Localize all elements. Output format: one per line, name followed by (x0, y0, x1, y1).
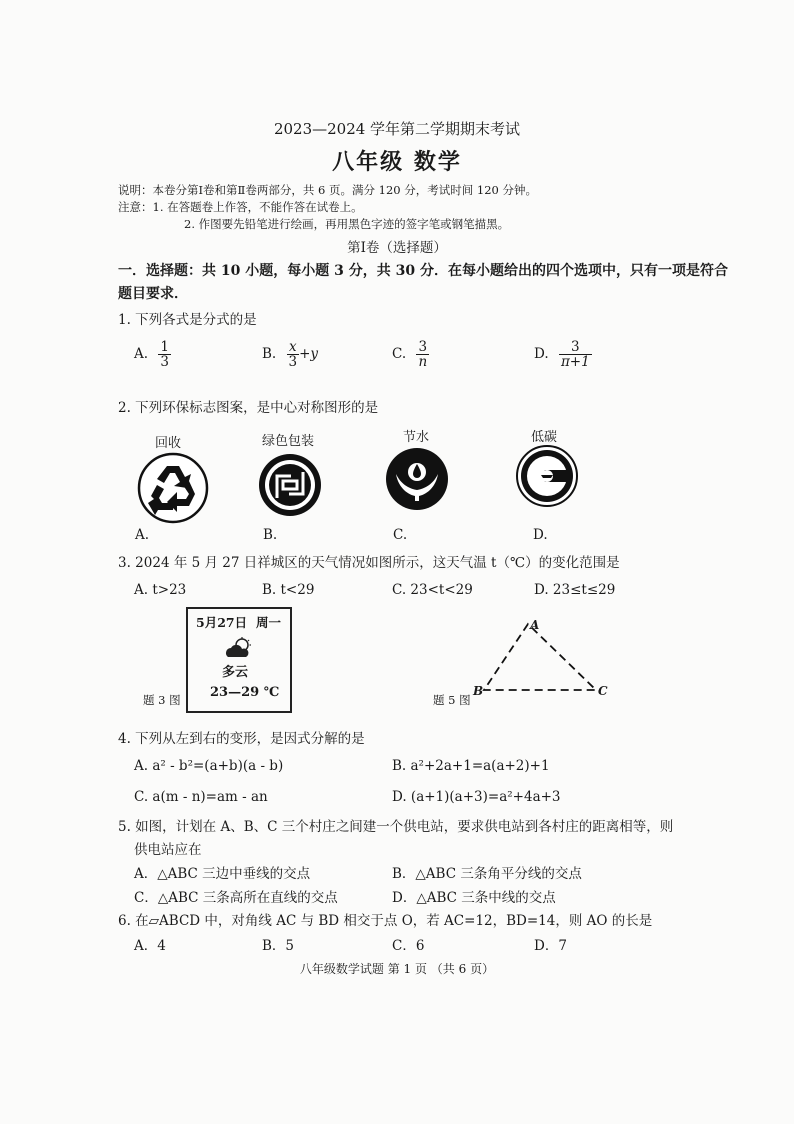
q2-stem: 2. 下列环保标志图案，是中心对称图形的是 (118, 400, 379, 416)
weather-condition: 多云 (222, 665, 249, 680)
q5-option-b: B．△ABC 三条角平分线的交点 (392, 866, 582, 882)
q2-option-b: B. (263, 527, 278, 543)
section-heading-line2: 题目要求． (118, 286, 188, 302)
q5-option-c: C．△ABC 三条高所在直线的交点 (134, 890, 338, 906)
q2-option-c: C. (393, 527, 408, 543)
figure-5-label: 题 5 图 (433, 693, 471, 707)
q3-option-c: C. 23<t<29 (392, 582, 473, 598)
q2-label-recycle: 回收 (154, 436, 181, 451)
q2-label-green-package: 绿色包装 (261, 434, 314, 449)
q5-stem-line1: 5. 如图，计划在 A、B、C 三个村庄之间建一个供电站，要求供电站到各村庄的距离相等，则 (118, 819, 674, 835)
weather-weekday: 周一 (256, 615, 282, 630)
note-1: 说明：本卷分第Ⅰ卷和第Ⅱ卷两部分，共 6 页。满分 120 分，考试时间 120 分钟。 (118, 183, 538, 197)
q6-option-d: D．7 (534, 938, 567, 954)
q2-option-a: A. (135, 527, 150, 543)
q6-option-a: A．4 (134, 938, 166, 954)
triangle-vertex-b: B (473, 684, 484, 698)
q5-option-d: D．△ABC 三条中线的交点 (392, 890, 556, 906)
q4-option-c: C. a(m - n)=am - an (134, 789, 268, 805)
triangle-vertex-a: A (530, 618, 540, 632)
q2-label-water-save: 节水 (402, 430, 429, 445)
water-save-icon (384, 446, 450, 512)
green-package-icon (257, 452, 323, 518)
q1-a-fraction: $\frac{1}{3}$ (160, 339, 169, 371)
q2-label-low-carbon: 低碳 (530, 430, 557, 445)
page-footer: 八年级数学试题 第 1 页 （共 6 页） (299, 962, 495, 976)
q5-stem-line2: 供电站应在 (134, 842, 202, 858)
note-3: 2. 作图要先铅笔进行绘画，再用黑色字迹的签字笔或钢笔描黑。 (184, 217, 510, 231)
q1-option-a: A. $\frac{1}{3}$ (134, 339, 169, 371)
q3-option-b: B. t<29 (262, 582, 315, 598)
triangle-vertex-c: C (598, 684, 608, 698)
q3-stem: 3. 2024 年 5 月 27 日祥城区的天气情况如图所示，这天气温 t（℃）的变化范围是 (118, 555, 620, 571)
weather-date: 5月27日 (196, 615, 248, 630)
q2-option-d: D. (533, 527, 548, 543)
q3-option-d: D. 23≤t≤29 (534, 582, 616, 598)
q1-d-fraction: $\frac{3}{\pi+1}$ (560, 339, 590, 371)
q1-c-fraction: $\frac{3}{n}$ (418, 339, 428, 371)
q4-option-d: D. (a+1)(a+3)=a²+4a+3 (392, 789, 561, 805)
q1-b-fraction: $\frac{x}{3}$ (288, 339, 298, 371)
note-2: 注意：1. 在答题卷上作答，不能作答在试卷上。 (118, 200, 363, 214)
recycle-icon (137, 452, 209, 524)
weather-card (186, 607, 292, 713)
q4-option-a: A. a² - b²=(a+b)(a - b) (134, 758, 284, 774)
q6-stem: 6. 在▱ABCD 中，对角线 AC 与 BD 相交于点 O，若 AC=12，BD=14，则 AO 的长是 (118, 913, 653, 929)
q1-stem: 1. 下列各式是分式的是 (118, 312, 257, 328)
q5-option-a: A．△ABC 三边中垂线的交点 (134, 866, 311, 882)
low-carbon-icon (515, 444, 579, 508)
exam-title: 2023—2024 学年第二学期期末考试 (273, 120, 521, 138)
q4-option-b: B. a²+2a+1=a(a+2)+1 (392, 758, 550, 774)
subject-title: 八年级 数学 (332, 149, 462, 175)
q6-option-b: B．5 (262, 938, 295, 954)
q6-option-c: C．6 (392, 938, 425, 954)
q1-option-b: B. $\frac{x}{3}$ +y (262, 339, 319, 371)
figure-3-label: 题 3 图 (143, 693, 181, 707)
cloudy-icon (224, 637, 254, 659)
q1-option-c: C. $\frac{3}{n}$ (392, 339, 428, 371)
part-title: 第Ⅰ卷（选择题） (347, 240, 447, 256)
q1-option-d: D. $\frac{3}{\pi+1}$ (534, 339, 590, 371)
q3-option-a: A. t>23 (134, 582, 187, 598)
q4-stem: 4. 下列从左到右的变形，是因式分解的是 (118, 731, 365, 747)
section-heading-line1: 一．选择题：共 10 小题，每小题 3 分，共 30 分．在每小题给出的四个选项中，只有一项是符合 (118, 263, 728, 279)
weather-temperature: 23—29 ℃ (210, 685, 280, 700)
